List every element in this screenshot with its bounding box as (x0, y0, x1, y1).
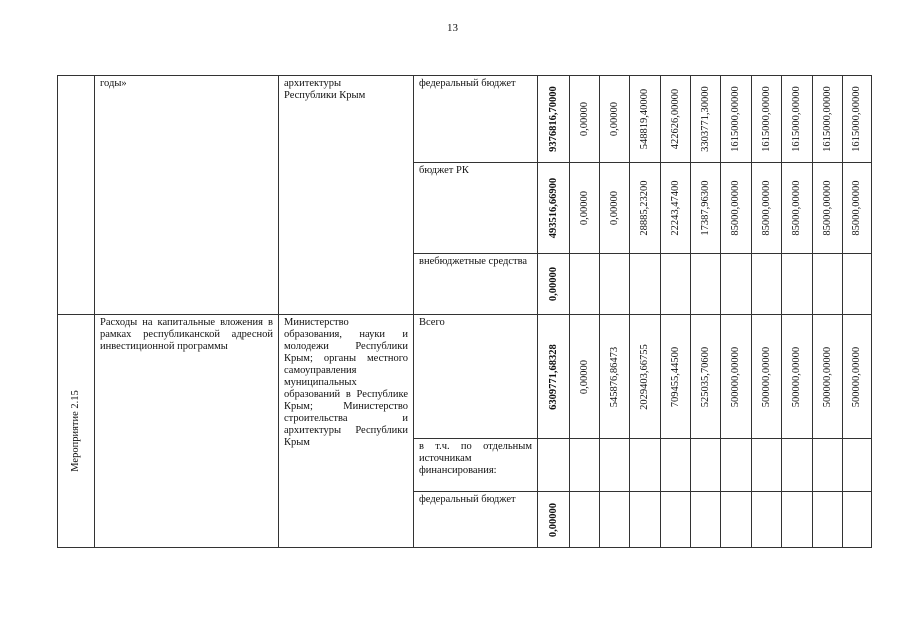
value-cell: 548819,40000 (639, 88, 650, 150)
value-cell: 85000,00000 (730, 180, 741, 236)
value-cell-empty (570, 254, 600, 315)
value-total: 493516,66900 (547, 177, 559, 239)
source-cell (414, 76, 538, 163)
value-cell-empty (813, 254, 843, 315)
value-cell-empty (691, 492, 721, 548)
value-cell-empty (538, 439, 570, 492)
source-label: в т.ч. по отдельным источникам финансирования: (419, 441, 532, 476)
measure-label-cell (58, 315, 95, 548)
value-cell-empty (570, 492, 600, 548)
value-cell-empty (570, 439, 600, 492)
value-cell: 1615000,00000 (821, 86, 833, 152)
value-cell: 0,00000 (578, 101, 590, 137)
value-cell-empty (721, 492, 752, 548)
table-row (58, 315, 872, 439)
value-cell: 22243,47400 (669, 180, 681, 236)
value-cell: 500000,00000 (821, 346, 833, 407)
value-cell-empty (752, 254, 782, 315)
value-cell-empty (721, 439, 752, 492)
value-cell: 525035,70600 (699, 346, 711, 407)
source-label: Всего (419, 317, 445, 328)
value-cell: 85000,00000 (760, 180, 772, 236)
source-cell (414, 254, 538, 315)
value-total: 9376816,70000 (547, 86, 559, 152)
value-cell-empty (661, 254, 691, 315)
value-cell-empty (843, 492, 872, 548)
source-label: федеральный бюджет (419, 78, 516, 89)
value-cell: 500000,00000 (760, 346, 772, 407)
value-cell-empty (843, 254, 872, 315)
description-cell-top (95, 76, 279, 315)
source-cell (414, 315, 538, 439)
page-number: 13 (447, 22, 458, 34)
source-label: бюджет РК (419, 165, 469, 176)
value-cell: 500000,00000 (851, 346, 862, 407)
value-cell: 500000,00000 (791, 346, 802, 407)
value-cell-empty (813, 492, 843, 548)
value-cell-empty (600, 492, 630, 548)
value-cell: 1615000,00000 (851, 86, 862, 152)
value-cell: 0,00000 (608, 101, 620, 137)
value-cell-empty (752, 492, 782, 548)
value-cell-empty (782, 254, 813, 315)
value-cell: 3303771,30000 (699, 86, 711, 152)
value-cell-empty (661, 492, 691, 548)
value-cell: 0,00000 (578, 359, 590, 394)
value-total: 0,00000 (547, 502, 559, 537)
value-cell: 17387,96300 (699, 180, 711, 236)
measure-label-cell-top (58, 76, 95, 315)
description-text: Расходы на капитальные вложения в рамках республиканской адресной инвестиционной программы (100, 317, 273, 352)
value-cell: 28885,23200 (639, 180, 650, 236)
value-cell: 85000,00000 (791, 180, 802, 236)
value-cell: 0,00000 (578, 190, 590, 226)
executor-cell (279, 315, 414, 548)
measure-label: Мероприятие 2.15 (70, 390, 81, 472)
table-row (58, 76, 872, 163)
value-cell: 85000,00000 (851, 180, 862, 236)
value-cell: 85000,00000 (821, 180, 833, 236)
executor-text: архитектуры Республики Крым (284, 78, 366, 101)
value-cell: 545876,86473 (608, 346, 620, 407)
value-cell: 709455,44500 (669, 346, 681, 407)
source-label: федеральный бюджет (419, 494, 516, 505)
value-cell: 1615000,00000 (760, 86, 772, 152)
value-cell-empty (691, 254, 721, 315)
value-cell: 1615000,00000 (791, 86, 802, 152)
value-cell-empty (661, 439, 691, 492)
executor-text: Министерство образования, науки и молодежи Республики Крым; органы местного самоуправления муниципальных образований в Республике Крым; Министерство строительства и архитектуры Республики Крым (284, 317, 408, 448)
description-cell (95, 315, 279, 548)
source-cell (414, 439, 538, 492)
value-total: 6309771,68328 (547, 343, 559, 410)
description-text: годы» (100, 78, 127, 89)
program-table (57, 75, 872, 548)
value-cell-empty (752, 439, 782, 492)
value-cell: 0,00000 (608, 190, 620, 226)
value-cell-empty (721, 254, 752, 315)
value-total: 0,00000 (547, 266, 559, 302)
value-cell: 1615000,00000 (730, 86, 741, 152)
value-cell-empty (782, 439, 813, 492)
value-cell-empty (813, 439, 843, 492)
value-cell: 422626,00000 (669, 88, 681, 150)
value-cell: 2029403,66755 (639, 343, 650, 410)
executor-cell-top (279, 76, 414, 315)
value-cell-empty (630, 254, 661, 315)
source-label: внебюджетные средства (419, 256, 528, 267)
value-cell-empty (843, 439, 872, 492)
source-cell (414, 163, 538, 254)
value-cell-empty (782, 492, 813, 548)
value-cell: 500000,00000 (730, 346, 741, 407)
source-cell (414, 492, 538, 548)
value-cell-empty (600, 254, 630, 315)
value-cell-empty (600, 439, 630, 492)
value-cell-empty (630, 439, 661, 492)
value-cell-empty (691, 439, 721, 492)
value-cell-empty (630, 492, 661, 548)
